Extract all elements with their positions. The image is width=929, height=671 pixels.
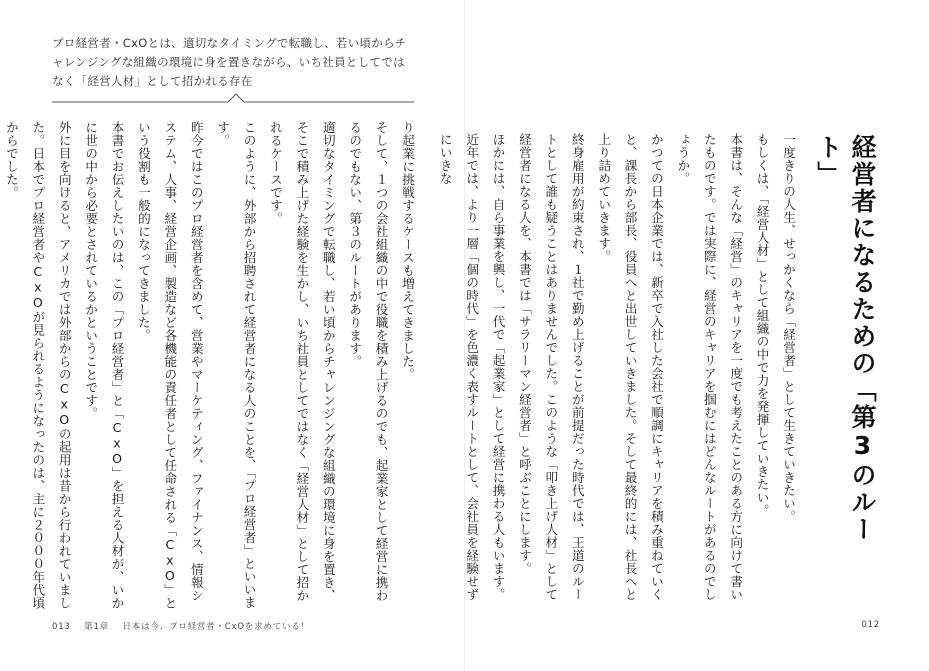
left-footer	[52, 620, 320, 632]
paragraph: もしくは、「経営人材」として組織の中で力を発揮していきたい。	[754, 133, 770, 517]
left-page	[0, 0, 464, 671]
paragraph: 本書でお伝えしたいのは、この「プロ経営者」と「CxO」を担える人材が、いかに世の中から必要とされているかということです。	[83, 121, 125, 610]
paragraph: 昨今ではこのプロ経営者を含めて、営業やマーケティング、ファイナンス、情報システム、人事、経営企画、製造など各機能の責任者として任命される「CxO」という役割も一般的になってきました。	[135, 121, 204, 610]
paragraph: かつての日本企業では、新卒で入社した会社で順調にキャリアを積み重ねていくと、課長から部長、役員へと出世していきました。そして最終的には、社長へと上り詰めていきます。	[596, 133, 664, 601]
paragraph: 一度きりの人生、せっかくなら「経営者」として生きていきたい。	[781, 133, 796, 523]
chapter-title: 日本は今、プロ経営者・CxOを求めている！	[122, 622, 310, 632]
paragraph: ほかには、自ら事業を興し、一代で「起業家」として経営に携わる人もいます。	[490, 133, 506, 601]
right-page	[437, 0, 929, 671]
callout-text: プロ経営者・CxOとは、適切なタイミングで転職し、若い頃からチャレンジングな組織の環境に身を置きながら、いち社員としてではなく「経営人材」として招かれる存在	[52, 36, 407, 88]
paragraph: 外に目を向けると、アメリカでは外部からのCxOの起用は昔から行われていました。日本でプロ経営者やCxOが見られるようになったのは、主に２０００年代頃からでした。	[3, 121, 72, 610]
paragraph: そして、１つの会社組織の中で役職を積み上げるのでも、起業家として経営に携わるのでもない、第３のルートがあります。	[347, 121, 389, 602]
left-body-text	[0, 121, 420, 613]
section-title: 経営者になるための「第3のルート」	[814, 134, 877, 543]
paragraph: 終身雇用が約束され、１社で勤め上げることが前提だった時代では、王道のルートとして誰も疑うことはありませんでした。このような「叩き上げ人材」として経営者になる人を、本書では「サラリーマン経営者」と呼ぶことにします。	[516, 133, 585, 601]
right-body-text	[431, 133, 801, 603]
page-number: 013	[52, 622, 71, 632]
chapter-label: 第1章	[84, 622, 109, 632]
paragraph: 適切なタイミングで転職し、若い頃からチャレンジングな組織の環境に身を置き、そこで積み上げた経験を生かし、いち社員としてではなく「経営人材」として招かれるケースです。	[267, 121, 336, 602]
paragraph: このように、外部から招聘されて経営者になる人のことを、「プロ経営者」といいます。	[215, 121, 257, 609]
paragraph: 近年では、より一層「個の時代」を色濃く表すルートとして、会社員を経験せずにいきな	[437, 133, 480, 601]
page-number: 012	[861, 620, 880, 630]
paragraph: 本書は、そんな「経営」のキャリアを一度でも考えたことのある方に向けて書いたものです。では実際に、経営のキャリアを掴むにはどんなルートがあるのでしょうか。	[675, 133, 744, 601]
paragraph: り起業に挑戦するケースも増えてきました。	[400, 121, 415, 381]
callout-divider	[52, 92, 414, 104]
